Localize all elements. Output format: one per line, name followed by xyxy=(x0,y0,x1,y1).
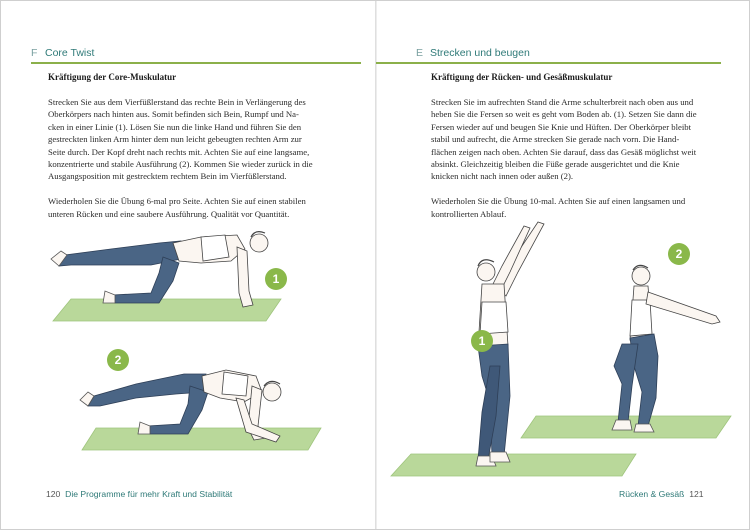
text-line: absinkt. Gleichzeitig bleiben die Füße gerade ausgerichtet und die Knie xyxy=(431,159,680,170)
page-number: 120 xyxy=(46,489,61,499)
text-line: Fersen wieder auf und beugen Sie Knie und Hüften. Der Oberkörper bleibt xyxy=(431,121,692,132)
section-heading-right xyxy=(416,47,530,63)
text-line: unteren Rücken und eine saubere Ausführung. Qualität vor Quantität. xyxy=(48,208,290,219)
text-line: Wiederholen Sie die Übung 6-mal pro Seite. Achten Sie auf einen stabilen xyxy=(48,196,306,207)
text-line: heben Sie die Fersen so weit es geht vom Boden ab. (1). Setzen Sie dann die xyxy=(431,109,697,120)
text-line: Ausgangsposition mit gestrecktem rechtem Bein im Vierfüßlerstand. xyxy=(48,171,287,182)
running-title: Die Programme für mehr Kraft und Stabilität xyxy=(65,489,233,499)
section-heading-left xyxy=(31,47,94,63)
text-line: Oberkörpers nach hinten aus. Somit befinden sich Bein, Rumpf und Na- xyxy=(48,109,299,120)
text-line: konzentrierte und stabile Ausführung (2). Kommen Sie wieder zurück in die xyxy=(48,159,313,170)
text-line: Strecken Sie im aufrechten Stand die Arme schulterbreit nach oben aus und xyxy=(431,97,694,107)
section-rule xyxy=(376,62,721,64)
birddog-illustration xyxy=(41,221,301,326)
exercise-subtitle: Kräftigung der Core-Muskulatur xyxy=(48,72,177,82)
page-number: 121 xyxy=(689,489,704,499)
text-line: gestreckten linken Arm hinter dem nun leicht gebeugten rechten Arm zur xyxy=(48,134,302,145)
step-1-badge: 1 xyxy=(471,330,493,352)
head xyxy=(263,383,281,401)
left-page xyxy=(1,1,376,530)
text-line: stabil und aufrecht, die Arme strecken Sie gerade nach vorn. Die Hand- xyxy=(431,134,680,145)
section-rule xyxy=(31,62,361,64)
exercise-instructions xyxy=(48,96,358,232)
exercise-instructions xyxy=(431,96,741,232)
text-line: Seite durch. Der Kopf dreht nach rechts mit. Achten Sie auf eine langsame, xyxy=(48,146,310,157)
right-page xyxy=(376,1,750,530)
head xyxy=(250,234,268,252)
running-title: Rücken & Gesäß xyxy=(619,489,685,499)
section-title: Core Twist xyxy=(45,47,95,59)
instruction-paragraph xyxy=(431,96,741,183)
text-line: flächen zeigen nach oben. Achten Sie darauf, dass das Gesäß möglichst weit xyxy=(431,146,697,157)
squat-figure xyxy=(612,265,720,432)
step-2-badge: 2 xyxy=(107,349,129,371)
support-arm xyxy=(237,247,253,307)
page-footer-right xyxy=(619,489,704,499)
section-letter: F xyxy=(31,47,38,59)
exercise-mat xyxy=(391,454,636,476)
step-2-badge: 2 xyxy=(668,243,690,265)
section-letter: E xyxy=(416,47,424,59)
text-line: Wiederholen Sie die Übung 10-mal. Achten Sie auf einen langsamen und xyxy=(431,196,686,207)
page-footer-left xyxy=(46,489,232,499)
text-line: Strecken Sie aus dem Vierfüßlerstand das rechte Bein in Verlängerung des xyxy=(48,97,306,107)
exercise-mat xyxy=(82,428,321,450)
text-line: knicken nicht nach innen oder außen (2). xyxy=(431,171,574,182)
exercise-subtitle: Kräftigung der Rücken- und Gesäßmuskulatur xyxy=(431,72,613,82)
text-line: kontrollierten Ablauf. xyxy=(431,208,507,219)
repetition-paragraph xyxy=(48,195,358,220)
step-1-badge: 1 xyxy=(265,268,287,290)
section-title: Strecken und beugen xyxy=(430,47,530,59)
instruction-paragraph xyxy=(48,96,358,183)
text-line: cken in einer Linie (1). Lösen Sie nun die linke Hand und führen Sie den xyxy=(48,121,302,132)
